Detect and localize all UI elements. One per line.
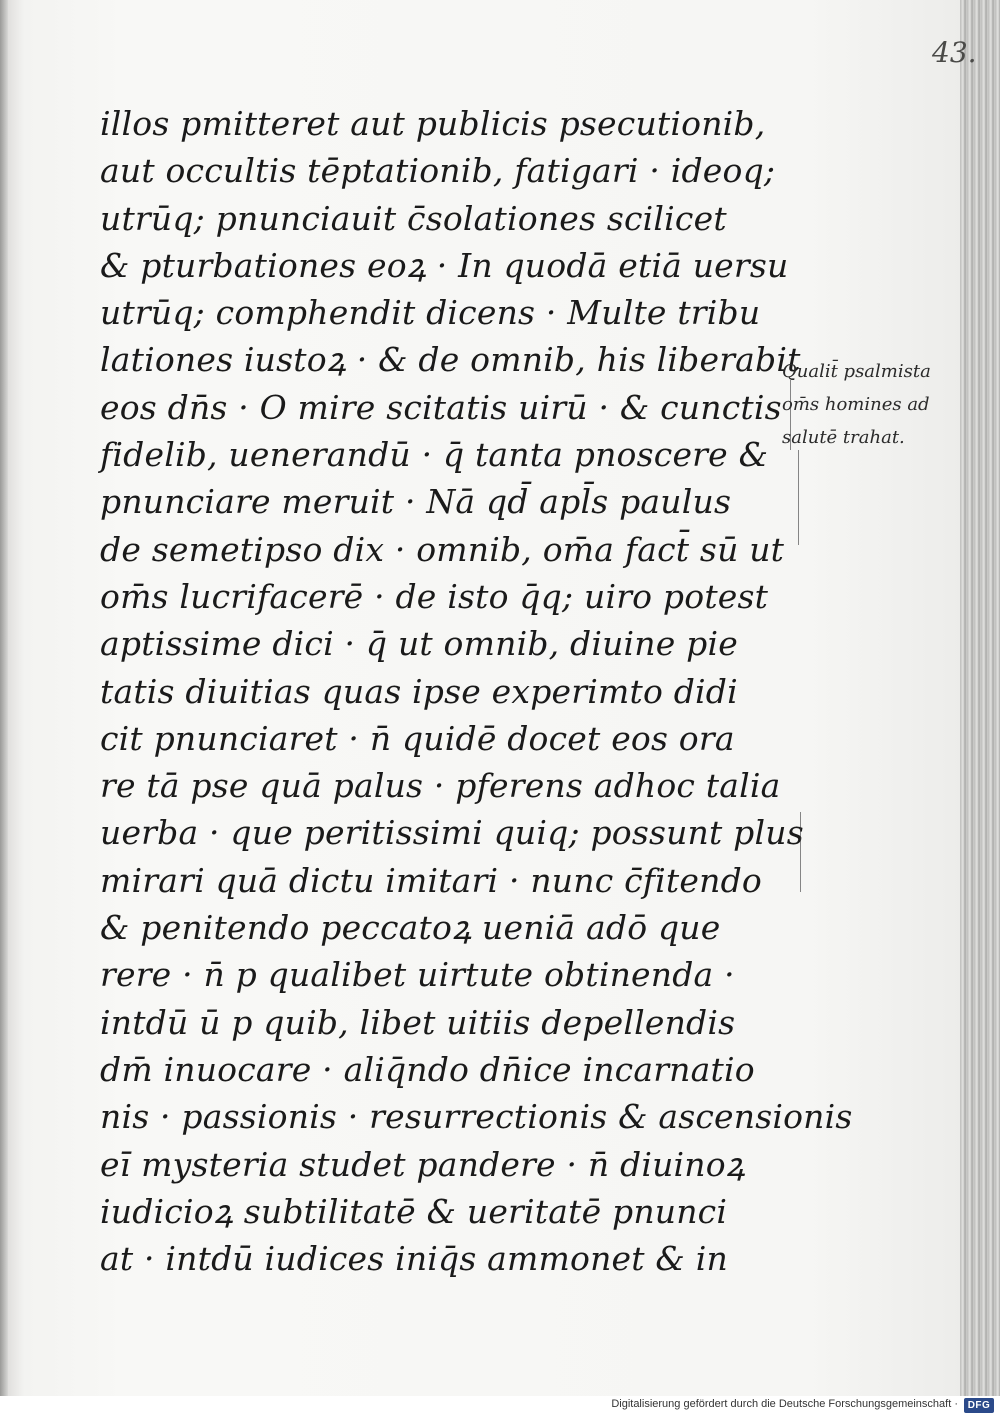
margin-stroke — [800, 812, 801, 892]
text-line: intdū ū p quib, libet uitiis depellendis — [100, 1002, 736, 1042]
margin-stroke — [798, 450, 799, 545]
text-line: aptissime dici · q̄ ut omnib, diuine pie — [100, 624, 738, 664]
margin-stroke — [790, 380, 791, 450]
text-line: eī mysteria studet pandere · n̄ diuinoꝝ — [100, 1144, 746, 1184]
gloss-line: om̄s homines ad — [782, 394, 930, 415]
text-line: aut occultis tēptationib, fatigari · ideoq; — [100, 151, 776, 191]
dfg-logo: DFG — [964, 1398, 994, 1413]
text-line: mirari quā dictu imitari · nunc c̄fitendo — [100, 860, 762, 900]
folio-number: 43. — [932, 36, 977, 69]
text-line: & pturbationes eoꝝ · In quodā etiā uersu — [100, 245, 789, 285]
footer-credit: Digitalisierung gefördert durch die Deutsche Forschungsgemeinschaft · — [611, 1398, 958, 1410]
text-line: cit pnunciaret · n̄ quidē docet eos ora — [100, 718, 735, 758]
text-line: iudicioꝝ subtilitatē & ueritatē pnunci — [100, 1191, 728, 1231]
text-line: eos dn̄s · O mire scitatis uirū · & cunctis — [100, 387, 782, 427]
text-line: uerba · que peritissimi quiq; possunt plus — [100, 813, 804, 853]
gloss-line: Qualit̄ psalmista — [782, 361, 931, 382]
text-line: at · intdū iudices iniq̄s ammonet & in — [100, 1239, 728, 1279]
text-line: dm̄ inuocare · aliq̄ndo dn̄ice incarnatio — [100, 1049, 755, 1089]
text-line: utrūq; comphendit dicens · Multe tribu — [100, 293, 761, 333]
footer-bar — [0, 1396, 1000, 1416]
text-line: fidelib, uenerandū · q̄ tanta pnoscere & — [100, 435, 769, 475]
text-line: re tā pse quā palus · pferens adhoc talia — [100, 766, 781, 806]
marginal-gloss — [782, 355, 962, 454]
text-line: pnunciare meruit · Nā qd̄ apl̄s paulus — [100, 482, 732, 522]
text-line: tatis diuitias quas ipse experimto didi — [100, 671, 738, 711]
text-line: utrūq; pnunciauit c̄solationes scilicet — [100, 198, 727, 238]
text-line: illos pmitteret aut publicis psecutionib, — [100, 104, 766, 143]
text-line: lationes iustoꝝ · & de omnib, his liberabit — [100, 340, 801, 380]
text-line: om̄s lucrifacerē · de isto q̄q; uiro potest — [100, 576, 769, 616]
gloss-line: salutē trahat. — [782, 427, 905, 448]
text-line: de semetipso dix · omnib, om̄a fact̄ sū ut — [100, 529, 785, 569]
page-stack-edge — [960, 0, 1000, 1396]
text-line: & penitendo peccatoꝝ ueniā adō que — [100, 908, 721, 948]
binding-edge — [0, 0, 8, 1396]
text-line: rere · n̄ p qualibet uirtute obtinenda · — [100, 955, 735, 995]
text-line: nis · passionis · resurrectionis & ascensionis — [100, 1097, 853, 1137]
